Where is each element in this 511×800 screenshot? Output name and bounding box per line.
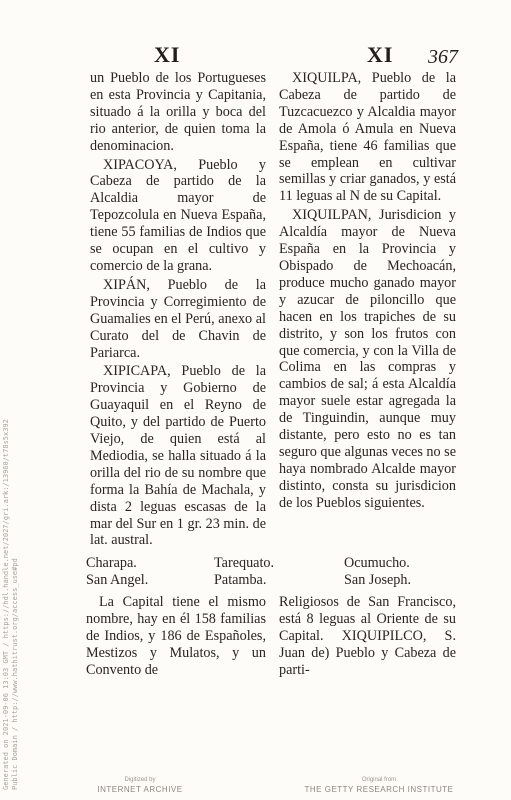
town-name: Charapa.	[86, 555, 137, 571]
footer-small-label: Digitized by	[124, 777, 156, 783]
running-head-right: XI	[367, 42, 394, 67]
capital-description: La Capital tiene el mismo nombre, hay en él 158 familias de Indios, y 186 de Españoles, Mestizos y Mulatos, y un Convento de	[86, 594, 266, 678]
side-note	[2, 280, 24, 800]
left-column	[90, 70, 266, 551]
town-list	[86, 555, 461, 589]
original-from-mark	[304, 776, 454, 794]
footer-small-label: Original from	[361, 777, 397, 783]
right-column	[279, 70, 456, 514]
digitized-by-mark	[80, 776, 200, 794]
town-row	[86, 572, 461, 589]
footer-brand: THE GETTY RESEARCH INSTITUTE	[304, 785, 454, 794]
side-note-line-1: Generated on 2021-09-06 13:03 GMT / https://hdl.handle.net/2027/gri.ark:/13960/t78s5x392	[2, 419, 10, 790]
entry-xipacoya: XIPACOYA, Pueblo y Cabeza de partido de la Alcaldia mayor de Tepozcolula en Nueva España, tiene 55 familias de Indios que se ocupan en el cultivo y comercio de la grana.	[90, 156, 266, 274]
town-name: San Angel.	[86, 572, 149, 588]
capital-continuation: Religiosos de San Francisco, está 8 leguas al Oriente de su Capital. XIQUIPILCO, S. Juan de) Pueblo y Cabeza de parti-	[279, 594, 456, 678]
footer-brand: INTERNET ARCHIVE	[97, 785, 183, 794]
running-head-left: XI	[154, 42, 181, 67]
entry-xiquilpa: XIQUILPA, Pueblo de la Cabeza de partido de Tuzcacuezco y Alcaldia mayor de Amola ó Amula en Nueva España, tiene 46 familias que se emplean en cultivar semillas y criar ganados, y está 11 leguas al N de su Capital.	[279, 70, 456, 205]
bottom-right-paragraph	[279, 594, 456, 679]
bottom-left-paragraph	[86, 594, 266, 679]
town-name: San Joseph.	[344, 572, 411, 588]
entry-xiquilpan: XIQUILPAN, Jurisdicion y Alcaldía mayor de Nueva España en la Provincia y Obispado de Mechoacán, produce mucho ganado mayor y azucar de piloncillo que hacen en los trapiches de su distrito, y son los frutos con que comercia, y con la Villa de Colima en las compras y cambios de sal; á esta Alcaldía mayor suele estar agregada la de Tinguindin, aunque muy distante, pero esto no es tan seguro que algunas veces no se haya nombrado Alcalde mayor distinto, consta su jurisdicion de los Pueblos siguientes.	[279, 207, 456, 511]
town-name: Ocumucho.	[344, 555, 410, 571]
side-note-line-2: Public Domain / http://www.hathitrust.org/access_use#pd	[11, 558, 19, 790]
town-name: Patamba.	[214, 572, 267, 588]
page-number: 367	[428, 46, 458, 68]
town-row	[86, 555, 461, 572]
entry-xipicapa: XIPICAPA, Pueblo de la Provincia y Gobierno de Guayaquil en el Reyno de Quito, y del partido de Puerto Viejo, de quien está al Mediodia, se halla situado á la orilla del rio de su nombre que forma la Bahía de Machala, y dista 2 leguas escasas de la mar del Sur en 1 gr. 23 min. de lat. austral.	[90, 363, 266, 549]
town-name: Tarequato.	[214, 555, 275, 571]
entry-xipan: XIPÁN, Pueblo de la Provincia y Corregimiento de Guamalies en el Perú, anexo al Curato del de Chavin de Pariarca.	[90, 276, 266, 361]
entry-continuation: un Pueblo de los Portugueses en esta Provincia y Capitania, situado á la orilla y boca del rio anterior, de quien toma la denominacion.	[90, 70, 266, 154]
